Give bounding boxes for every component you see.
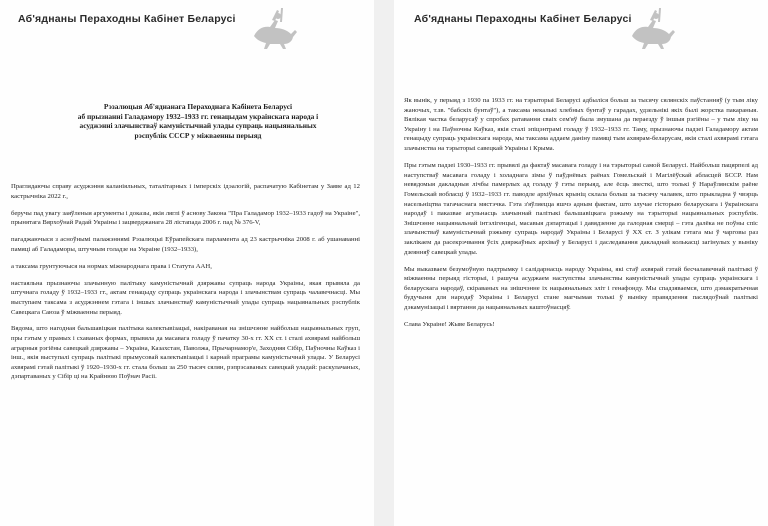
left-page [0, 0, 374, 526]
right-page [394, 0, 768, 526]
body-paragraph: Праглядаючы справу асуджэння каланіяльных, таталітарных і імперскіх ідэалогій, распачатую Кабінетам у Заяве ад 12 кастрычніка 2022 г., [11, 183, 360, 200]
body-paragraph: настаяльна прызнаючы злачынную палітыку камуністычнай дзяржавы супраць народа Украіны, якая прывяла да штучнага голаду ў 1932–1933 гг., актам генацыду супраць украінскага народа і злачынствам супраць чалавечнасці. Мы выступаем таксама з асуджэннем гэтага і іншых злачынстваў камуністычнай улады супраць нацыянальных рэспублік Савецкага Саюза ў міжваенны перыяд. [11, 279, 360, 316]
resolution-title [52, 102, 344, 141]
title-line: асуджэнні злачынстваў камуністычнай улады супраць нацыянальных [79, 121, 317, 131]
pahonia-knight-icon [248, 6, 300, 50]
body-paragraph: Пры гэтым падзеі 1930–1933 гг. прывялі да фактаў масавага голаду і на тэрыторыі самой Беларусі. Найбольш пацярпелі ад наступстваў масавага голаду і холаднага зімы ў паўднёвых раёнах Гомельскай і Магілёўскай абласцей БССР. Нам невядомыя дакладныя лічбы памерлых ад голаду ў гэты перыяд, але ёсць звесткі, што толькі ў Нараўлянскім раёне Гомельскай вобласці ў 1932–1933 гг. паводле архіўных крыніц склала больш за тысячу чалавек, што прыкладна ў чвэрць насельніцтва тагачаснага мястэчка. Гэта з'яўляецца яшчэ адным фактам, што злучае гісторыю беларускага і ўкраінскага народаў і паказвае агульнасць злачыннай палітыкі бальшавіцкага рэжыму на тэрыторыі нацыянальных рэспублік. Знішчэнне нацыянальнай інтэлігенцыі, масавыя дэпартацыі і давядзенне да галодная смерці – гэта далёка не поўны спіс злачынстваў камуністычнай рэжыму супраць народаў Украіны і Беларусі ў XX ст. З улікам гэтага мы ў чарговы раз заклікаем да расекрэчвання ўсіх дзяржаўных архіваў у Беларусі і даследавання дакладнай колькасці загінулых у выніку дзеянняў савецкай улады. [404, 162, 758, 256]
right-body-text [404, 96, 758, 337]
org-header: Аб'яднаны Пераходны Кабінет Беларусі [414, 13, 632, 25]
body-paragraph: беручы пад увагу заяўленыя аргументы і доказы, якія ляглі ў аснову Закона "Пра Галадамор 1932–1933 гадоў на Украіне", прынятага Вярхоўнай Радай Украіны і зацверджанага 28 лістапада 2006 г. пад № 376-V, [11, 209, 360, 227]
body-paragraph: а таксама грунтуючыся на нормах міжнароднага права і Статута ААН, [11, 262, 212, 270]
body-paragraph: Як вынік, у перыяд з 1930 па 1933 гг. на тэрыторыі Беларусі адбыліся больш за тысячу сялянскіх паўстанняў (у тым ліку жаночых, т.зв. "бабскіх бунтаў"), а таксама некалькі хлебных бунтаў у гарадах, удзельнікі якіх былі жорстка пакараныя. Вялікая частка беларусаў у спробах ратавання сваіх сем'яў была змушана да пераезду ў іншыя рэгіёны – у тым ліку на Украіну і на Паўночны Каўказ, якія сталі эпіцэнтрамі голаду ў 1932–1933 гг. Таму, прызнаючы падзеі Галадамору актам генацыду супраць украінскага народа, мы таксама аддаем даніну памяці тым ахвярам-беларусам, якія сталі ахвярамі гэтага злачынства на тэрыторыі савецкай Украіны і Крыма. [404, 97, 758, 152]
org-header: Аб'яднаны Пераходны Кабінет Беларусі [18, 13, 236, 25]
body-paragraph: Вядома, што нагодная бальшавіцкая палітыка калектывізацыі, накіраваная на знішчэнне найбольш нацыянальных груп, пры гэтым у прамых і схаваных формах, прывяла да масавага голаду ў пачатку 30-х гг. XX ст. і сталі ахвярамі найбольш аграрныя рэгіёны савецкай дзяржавы – Украіна, Казахстан, Паволжа, Прычарнамор'е, Заходняя Сібір, Паўночны Каўказ і інш., якія выступалі супраць палітыкі прымусовай калектывізацыі і карнай праграмы камуністычнай улады. У Беларусі ахвярамі гэтай палітыкі ў 1920–1930-х гг. стала больш за 250 тысяч сялян, рэпрэсаваных савецкай уладай: раскулачаных, дэпартаваных у Сібір ці на Крайнюю Поўнач Расіі. [11, 325, 360, 381]
title-line: рэспублік СССР у міжваенны перыяд [134, 131, 262, 141]
body-paragraph: пагаджаючыся з асноўнымі палажэннямі Рэзалюцыі Еўрапейскага парламента ад 23 кастрычніка 2008 г. аб ушанаванні памяці аб Галадаморы, штучным голадзе на Украіне (1932–1933), [11, 236, 360, 253]
closing-slogan: Слава Украіне! Жыве Беларусь! [404, 321, 495, 329]
pahonia-knight-icon [626, 6, 678, 50]
title-line: Рэзалюцыя Аб'яднанага Пераходнага Кабінета Беларусі [103, 102, 293, 111]
left-body-text [11, 182, 360, 389]
body-paragraph: Мы выказваем безумоўную падтрымку і салідарнасць народу Украіны, які стаў ахвярай гэтай бесчалавечнай палітыкі ў міжваенны перыяд гісторыі, і рашуча асуджаем наступствы злачынствы камуністычнай улады супраць украінскага і беларускага народаў, скіраваных на знішчэнне іх нацыянальных эліт і генафонду. Мы спадзяваемся, што дэмакратычная будучыня для народаў Украіны і Беларусі стане магчымая толькі ў выніку правядзення паслядоўнай палітыкі дэкамунізацыі і вяртання да нацыянальных каштоўнасцяў. [404, 265, 758, 312]
title-line: аб прызнанні Галадамору 1932–1933 гг. генацыдам украінскага народа і [77, 111, 319, 121]
